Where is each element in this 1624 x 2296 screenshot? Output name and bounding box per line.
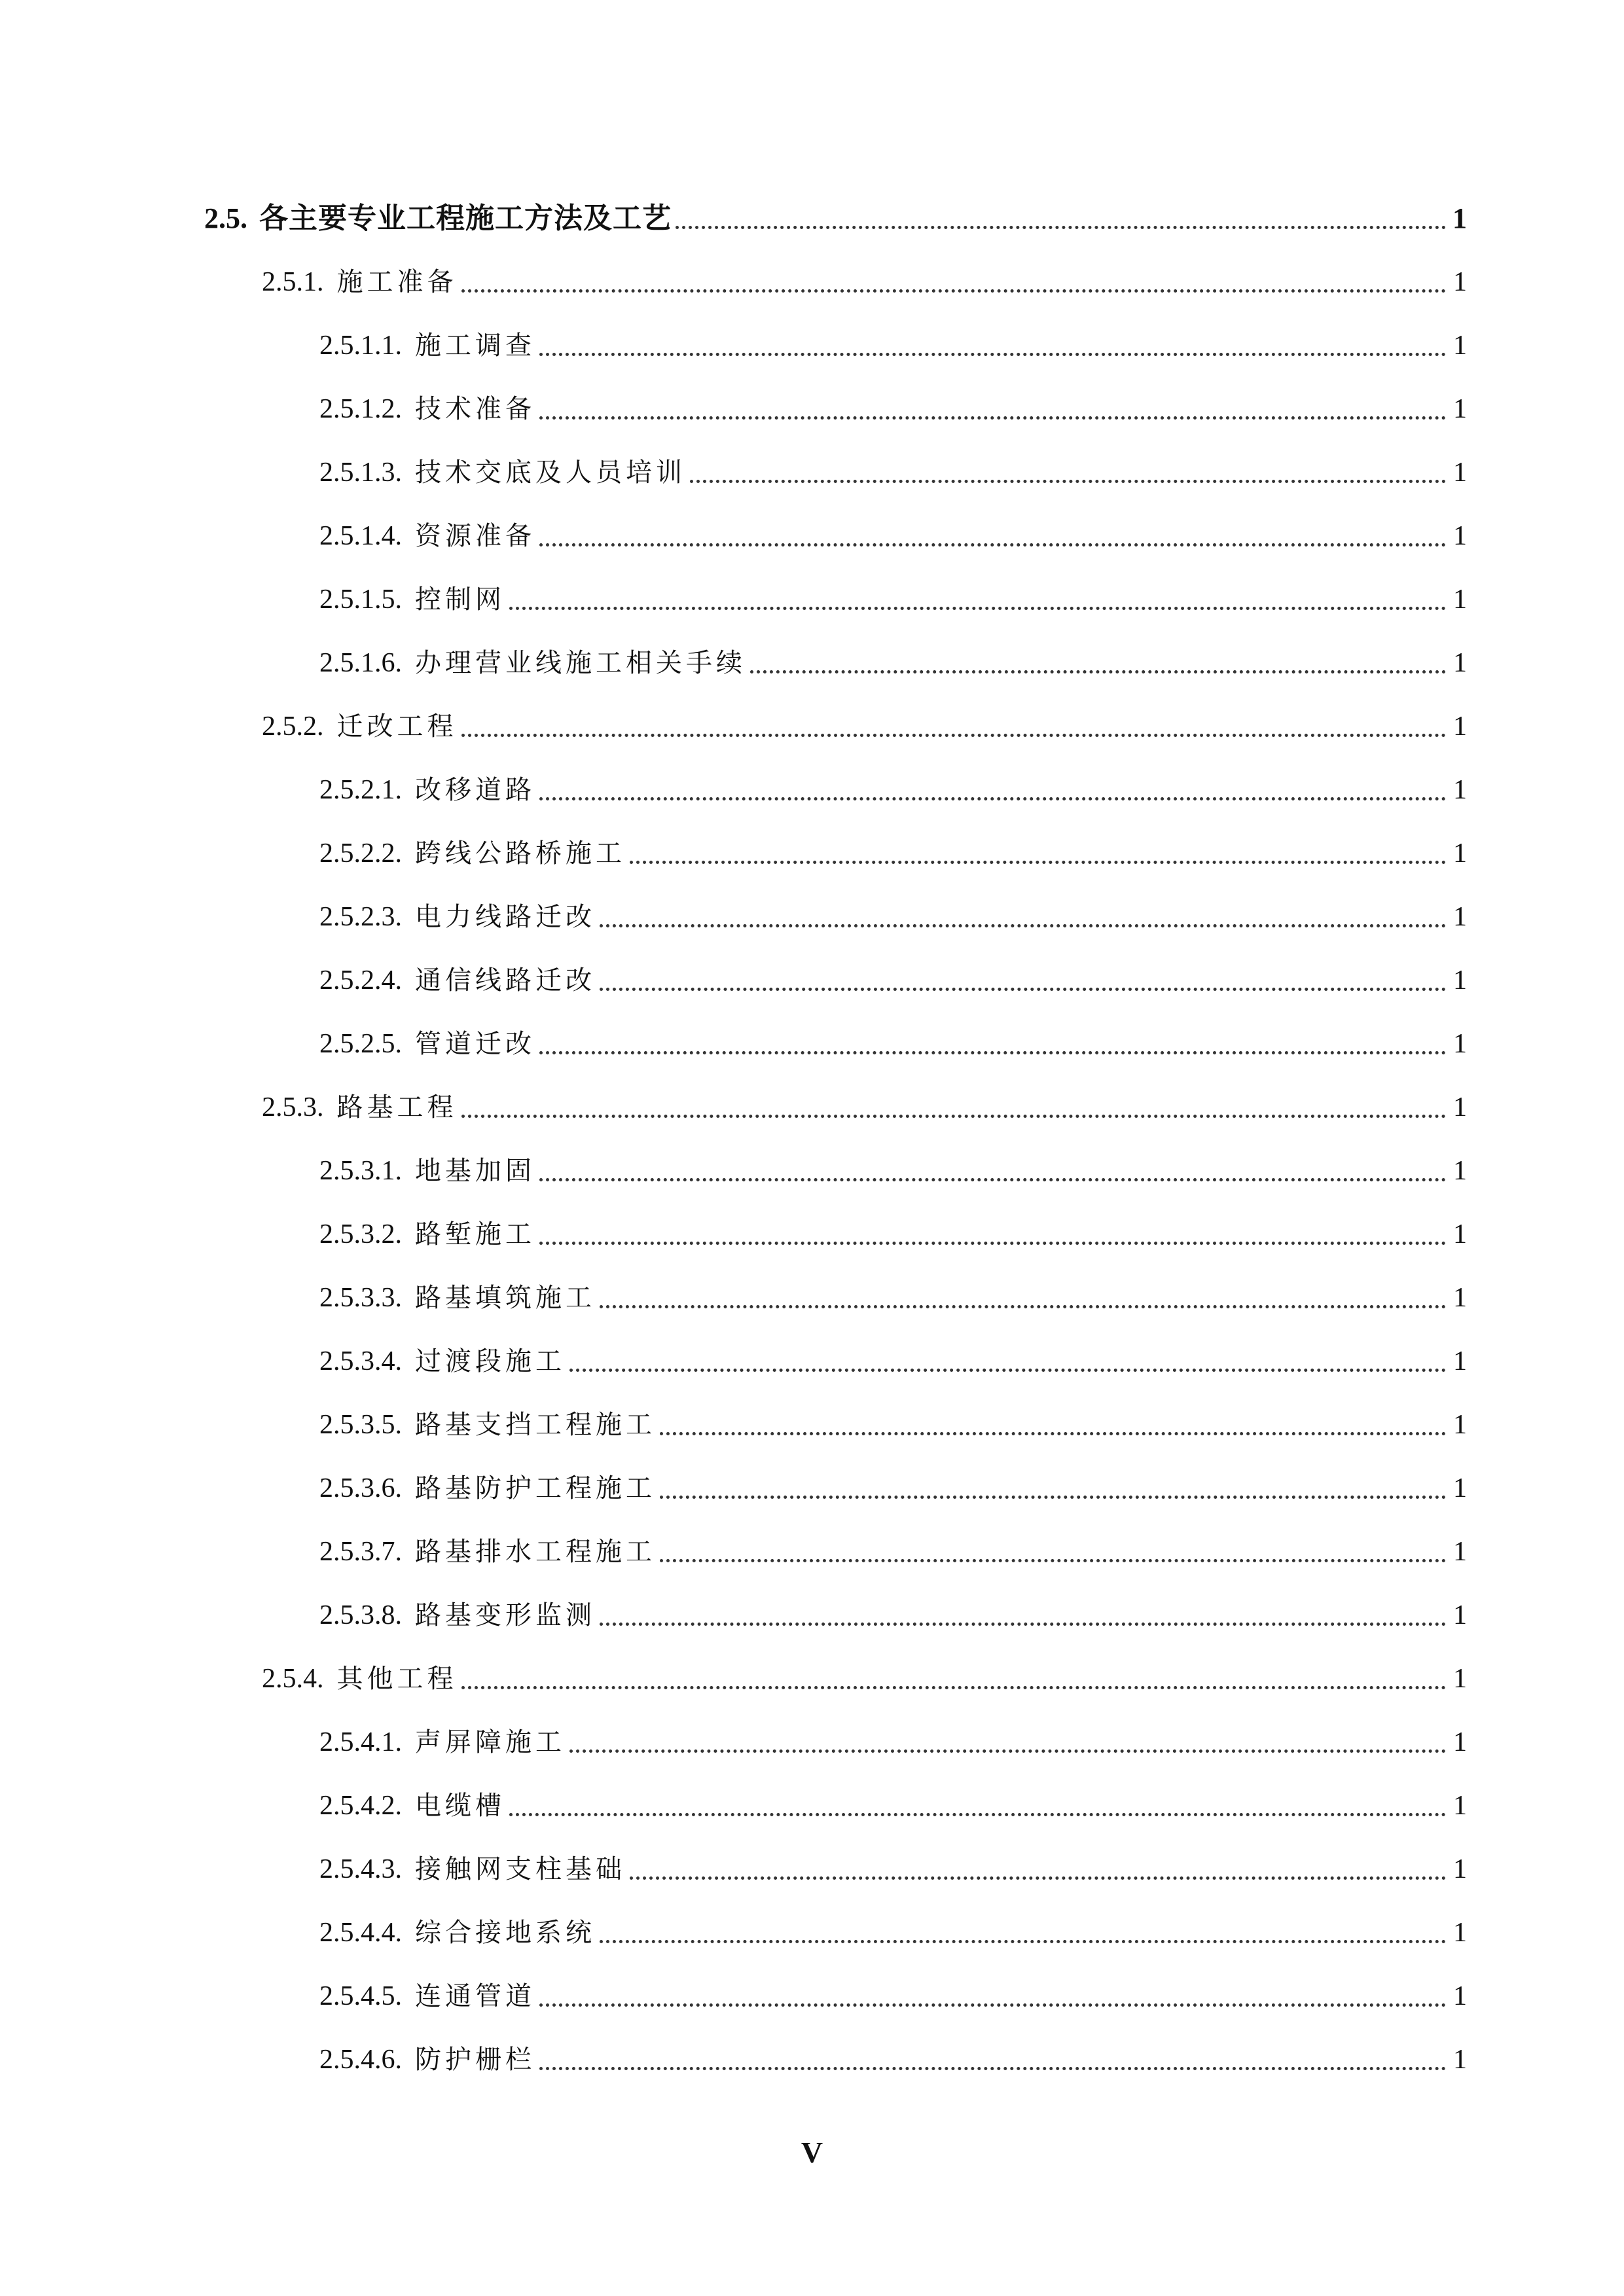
dot-leader — [690, 480, 1446, 483]
dot-leader — [600, 1623, 1446, 1626]
toc-entry[interactable] — [319, 581, 1467, 618]
dot-leader — [676, 226, 1446, 229]
dot-leader — [539, 353, 1446, 356]
toc-entry-number: 2.5.4.1. — [319, 1727, 402, 1757]
dot-leader — [509, 1813, 1446, 1816]
toc-entry-page: 1 — [1453, 1219, 1467, 1249]
toc-entry-title: 连通管道 — [415, 1981, 535, 2011]
toc-entry[interactable] — [319, 1407, 1467, 1443]
toc-entry-number: 2.5.2.4. — [319, 965, 402, 996]
toc-entry-page: 1 — [1453, 267, 1467, 297]
toc-entry-title: 技术准备 — [415, 394, 535, 424]
toc-entry[interactable] — [319, 645, 1467, 681]
toc-entry[interactable] — [319, 899, 1467, 935]
dot-leader — [461, 1115, 1447, 1118]
toc-entry-title: 施工调查 — [415, 331, 535, 361]
toc-entry-page: 1 — [1453, 1537, 1467, 1567]
toc-entry-title: 电缆槽 — [415, 1791, 505, 1821]
dot-leader — [539, 543, 1446, 547]
toc-entry-title: 综合接地系统 — [415, 1918, 596, 1948]
toc-entry-title: 办理营业线施工相关手续 — [415, 648, 746, 678]
toc-entry-title: 过渡段施工 — [415, 1346, 566, 1376]
dot-leader — [600, 1940, 1446, 1943]
toc-entry-number: 2.5.1.6. — [319, 648, 402, 678]
toc-entry-page: 1 — [1453, 1791, 1467, 1821]
dot-leader — [750, 670, 1446, 673]
toc-entry-page: 1 — [1453, 394, 1467, 424]
toc-entry-page: 1 — [1453, 1283, 1467, 1313]
toc-entry-page: 1 — [1453, 1854, 1467, 1884]
toc-entry-number: 2.5.3.2. — [319, 1219, 402, 1249]
toc-entry[interactable] — [204, 200, 1467, 237]
toc-entry[interactable] — [319, 1153, 1467, 1189]
toc-entry-number: 2.5.3.1. — [319, 1156, 402, 1186]
toc-entry-title: 路基排水工程施工 — [415, 1537, 656, 1567]
dot-leader — [630, 861, 1446, 864]
toc-entry-title: 跨线公路桥施工 — [415, 838, 626, 869]
toc-entry-title: 改移道路 — [415, 775, 535, 805]
toc-entry-title: 管道迁改 — [415, 1029, 535, 1059]
dot-leader — [630, 1876, 1446, 1880]
toc-entry[interactable] — [262, 1089, 1467, 1126]
toc-entry-title: 路基填筑施工 — [415, 1283, 596, 1313]
toc-entry[interactable] — [319, 962, 1467, 999]
toc-entry-page: 1 — [1453, 1029, 1467, 1059]
toc-entry-number: 2.5.2.1. — [319, 775, 402, 805]
dot-leader — [569, 1749, 1446, 1753]
toc-entry-page: 1 — [1453, 1410, 1467, 1440]
dot-leader — [539, 1242, 1446, 1245]
dot-leader — [569, 1369, 1446, 1372]
dot-leader — [539, 1051, 1446, 1054]
toc-entry-number: 2.5.2.5. — [319, 1029, 402, 1059]
dot-leader — [461, 1686, 1447, 1689]
dot-leader — [660, 1496, 1446, 1499]
toc-entry-page: 1 — [1453, 521, 1467, 551]
toc-entry-number: 2.5.4.5. — [319, 1981, 402, 2011]
page-number: V — [801, 2136, 823, 2169]
toc-entry-title: 通信线路迁改 — [415, 965, 596, 996]
toc-entry-page: 1 — [1453, 1346, 1467, 1376]
toc-entry-title: 路基变形监测 — [415, 1600, 596, 1630]
toc-entry-page: 1 — [1453, 838, 1467, 869]
toc-entry-title: 防护栅栏 — [415, 2045, 535, 2075]
dot-leader — [461, 289, 1447, 293]
toc-entry-number: 2.5.1. — [262, 267, 324, 297]
toc-entry-page: 1 — [1453, 331, 1467, 361]
toc-entry-title: 控制网 — [415, 584, 505, 615]
toc-entry[interactable] — [262, 1660, 1467, 1697]
toc-entry-page: 1 — [1453, 775, 1467, 805]
toc-entry[interactable] — [319, 1280, 1467, 1316]
toc-entry-title: 地基加固 — [415, 1156, 535, 1186]
toc-entry-number: 2.5.4.4. — [319, 1918, 402, 1948]
toc-entry[interactable] — [262, 264, 1467, 300]
toc-entry-number: 2.5.1.4. — [319, 521, 402, 551]
toc-entry-number: 2.5.1.1. — [319, 331, 402, 361]
toc-entry-number: 2.5.4.3. — [319, 1854, 402, 1884]
toc-entry-number: 2.5.3.7. — [319, 1537, 402, 1567]
toc-entry[interactable] — [319, 1724, 1467, 1761]
toc-entry-page: 1 — [1453, 2045, 1467, 2075]
toc-entry-title: 迁改工程 — [336, 711, 458, 742]
toc-entry[interactable] — [319, 1343, 1467, 1380]
toc-entry-number: 2.5. — [204, 202, 247, 234]
toc-entry-title: 路基工程 — [336, 1092, 458, 1122]
toc-entry-number: 2.5.3. — [262, 1092, 324, 1122]
toc-entry-page: 1 — [1453, 1600, 1467, 1630]
toc-entry-title: 路堑施工 — [415, 1219, 535, 1249]
toc-entry[interactable] — [319, 835, 1467, 872]
dot-leader — [600, 924, 1446, 927]
toc-entry-number: 2.5.2.2. — [319, 838, 402, 869]
dot-leader — [600, 988, 1446, 991]
toc-entry[interactable] — [319, 1914, 1467, 1951]
toc-entry[interactable] — [319, 1787, 1467, 1824]
toc-entry-title: 其他工程 — [336, 1664, 458, 1694]
toc-entry[interactable] — [319, 327, 1467, 364]
toc-entry-title: 施工准备 — [336, 267, 458, 297]
toc-entry-number: 2.5.1.3. — [319, 457, 402, 488]
toc-entry-number: 2.5.3.3. — [319, 1283, 402, 1313]
toc-entry-page: 1 — [1453, 457, 1467, 488]
toc-entry-title: 路基防护工程施工 — [415, 1473, 656, 1503]
toc-entry-number: 2.5.3.5. — [319, 1410, 402, 1440]
toc-entry-page: 1 — [1453, 648, 1467, 678]
toc-entry-title: 技术交底及人员培训 — [415, 457, 686, 488]
dot-leader — [539, 2067, 1446, 2070]
toc-entry-number: 2.5.3.6. — [319, 1473, 402, 1503]
toc-entry-number: 2.5.1.5. — [319, 584, 402, 615]
toc-entry-page: 1 — [1453, 1664, 1467, 1694]
toc-entry[interactable] — [319, 1851, 1467, 1888]
toc-entry[interactable] — [262, 708, 1467, 745]
toc-entry-page: 1 — [1453, 711, 1467, 742]
toc-entry[interactable] — [319, 1978, 1467, 2015]
dot-leader — [539, 1178, 1446, 1181]
dot-leader — [600, 1305, 1446, 1308]
dot-leader — [461, 734, 1447, 737]
toc-entry[interactable] — [319, 2041, 1467, 2078]
toc-entry-title: 接触网支柱基础 — [415, 1854, 626, 1884]
toc-entry-page: 1 — [1453, 202, 1467, 234]
dot-leader — [539, 416, 1446, 420]
toc-entry[interactable] — [319, 391, 1467, 427]
toc-entry[interactable] — [319, 454, 1467, 491]
toc-entry-title: 资源准备 — [415, 521, 535, 551]
toc-entry-page: 1 — [1453, 1473, 1467, 1503]
toc-entry[interactable] — [319, 518, 1467, 554]
toc-entry-number: 2.5.2.3. — [319, 902, 402, 932]
toc-entry-title: 电力线路迁改 — [415, 902, 596, 932]
toc-entry-page: 1 — [1453, 1981, 1467, 2011]
dot-leader — [660, 1559, 1446, 1562]
toc-entry-page: 1 — [1453, 965, 1467, 996]
toc-entry-page: 1 — [1453, 902, 1467, 932]
toc-entry-number: 2.5.1.2. — [319, 394, 402, 424]
toc-entry-number: 2.5.4. — [262, 1664, 324, 1694]
toc-entry-number: 2.5.2. — [262, 711, 324, 742]
toc-entry[interactable] — [319, 1026, 1467, 1062]
toc-entry[interactable] — [319, 1216, 1467, 1253]
toc-entry-page: 1 — [1453, 1156, 1467, 1186]
toc-entry[interactable] — [319, 772, 1467, 808]
toc-entry-page: 1 — [1453, 584, 1467, 615]
toc-entry[interactable] — [319, 1534, 1467, 1570]
toc-entry-page: 1 — [1453, 1918, 1467, 1948]
toc-entry-title: 路基支挡工程施工 — [415, 1410, 656, 1440]
toc-entry[interactable] — [319, 1470, 1467, 1507]
toc-entry-number: 2.5.3.8. — [319, 1600, 402, 1630]
toc-entry-page: 1 — [1453, 1092, 1467, 1122]
toc-entry[interactable] — [319, 1597, 1467, 1634]
dot-leader — [509, 607, 1446, 610]
toc-entry-page: 1 — [1453, 1727, 1467, 1757]
toc-entry-title: 各主要专业工程施工方法及工艺 — [259, 202, 672, 235]
dot-leader — [539, 797, 1446, 800]
dot-leader — [539, 2003, 1446, 2007]
toc-entry-title: 声屏障施工 — [415, 1727, 566, 1757]
toc-entry-number: 2.5.4.6. — [319, 2045, 402, 2075]
toc-entry-number: 2.5.3.4. — [319, 1346, 402, 1376]
toc-entry-number: 2.5.4.2. — [319, 1791, 402, 1821]
dot-leader — [660, 1432, 1446, 1435]
